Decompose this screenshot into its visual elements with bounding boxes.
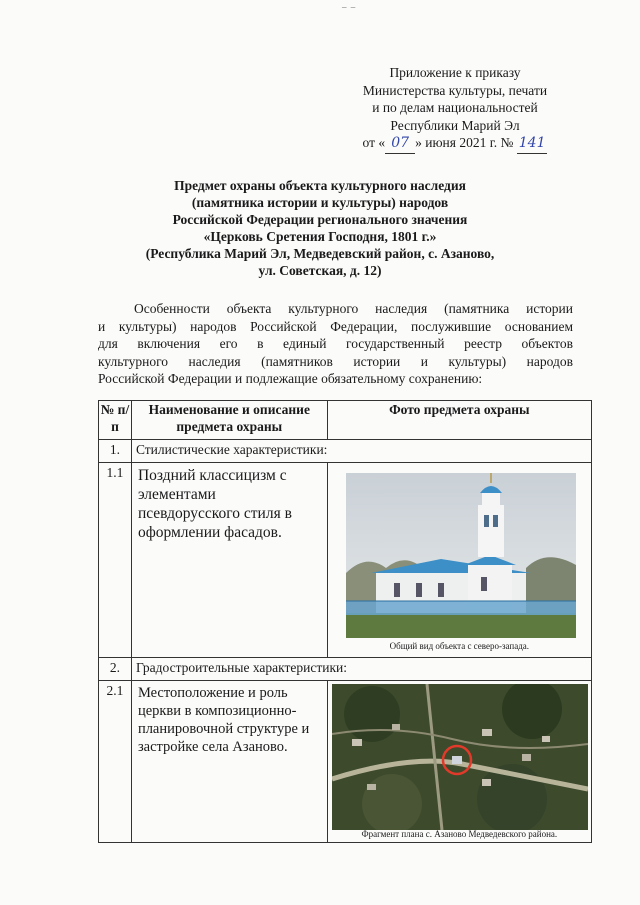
table-row	[99, 681, 592, 843]
item-description: Местоположение и роль церкви в композиционно-планировочной структуре и застройке села Азаново.	[131, 681, 327, 843]
table-row	[99, 463, 592, 658]
section-num: 1.	[99, 440, 132, 463]
protection-table	[98, 400, 592, 843]
intro-line: для включения его в единый государственный реестр объектов	[98, 336, 573, 351]
appendix-line: Министерства культуры, печати	[362, 82, 548, 98]
header-photo: Фото предмета охраны	[327, 401, 591, 440]
section-num: 2.	[99, 658, 132, 681]
page-top-mark: – –	[342, 2, 357, 12]
intro-line: Российской Федерации и подлежащие обязательному сохранению:	[98, 371, 483, 386]
intro-line: и культуры) народов Российской Федерации, послужившие основанием	[98, 318, 573, 334]
header-num: № п/п	[99, 401, 132, 440]
date-prefix: от «	[362, 135, 386, 150]
document-title	[120, 177, 520, 279]
photo-cell	[327, 463, 591, 658]
item-num: 2.1	[99, 681, 132, 843]
intro-line: культурного наследия (памятников истории и культуры) народов	[98, 353, 573, 369]
intro-paragraph	[98, 300, 573, 388]
appendix-line: Приложение к приказу	[389, 65, 521, 80]
section-title: Градостроительные характеристики:	[131, 658, 591, 681]
date-suffix: » июня 2021 г. №	[415, 135, 514, 150]
intro-line: Особенности объекта культурного наследия (памятника истории	[134, 301, 573, 316]
item-num: 1.1	[99, 463, 132, 658]
table-header-row	[99, 401, 592, 440]
section-title: Стилистические характеристики:	[131, 440, 591, 463]
header-name: Наименование и описание предмета охраны	[131, 401, 327, 440]
photo-caption: Общий вид объекта с северо-запада.	[389, 641, 530, 651]
section-row	[99, 658, 592, 681]
appendix-header	[350, 64, 560, 154]
order-number-handwritten: 141	[517, 135, 548, 154]
title-line: ул. Советская, д. 12)	[258, 263, 382, 278]
aerial-map	[332, 684, 588, 830]
item-description: Поздний классицизм с элементами псевдорусского стиля в оформлении фасадов.	[131, 463, 327, 658]
appendix-date-line	[350, 134, 560, 154]
title-line: Предмет охраны объекта культурного наследия	[174, 178, 466, 193]
title-line: Российской Федерации регионального значения	[172, 212, 468, 227]
appendix-line: и по делам национальностей	[372, 100, 538, 115]
title-line: (Республика Марий Эл, Медведевский район, с. Азаново,	[145, 246, 495, 261]
church-photo	[346, 473, 576, 638]
map-cell	[327, 681, 591, 843]
appendix-line: Республики Марий Эл	[390, 117, 520, 133]
title-line: (памятника истории и культуры) народов	[191, 195, 449, 210]
map-caption: Фрагмент плана с. Азаново Медведевского района.	[361, 829, 558, 839]
date-day-handwritten: 07	[385, 135, 415, 154]
title-line: «Церковь Сретения Господня, 1801 г.»	[203, 229, 437, 244]
section-row	[99, 440, 592, 463]
